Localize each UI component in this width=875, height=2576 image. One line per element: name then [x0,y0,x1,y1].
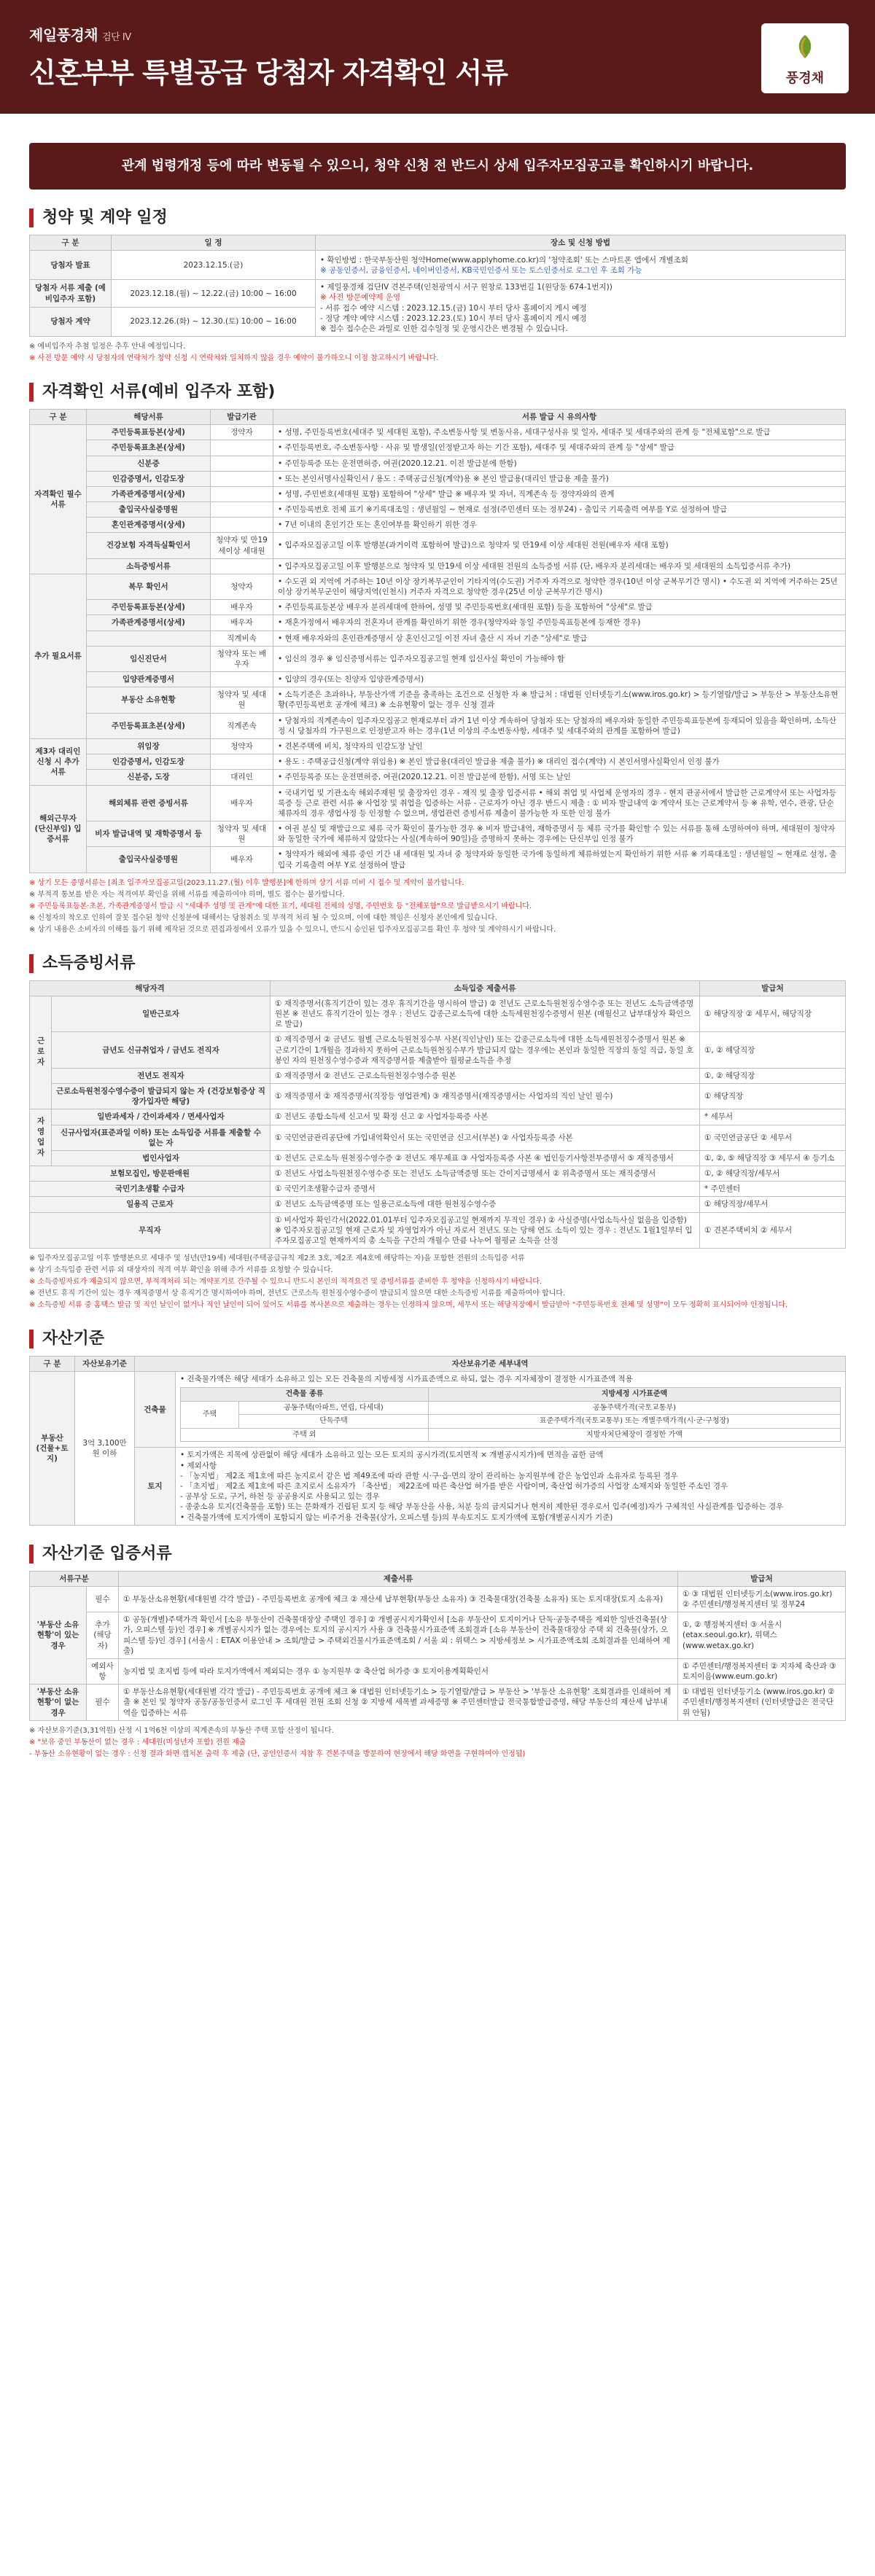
table-row [30,821,846,847]
income-issuer: ① 해당직장 [700,1084,846,1109]
land-line: - 종중소유 토지(건축물을 포함) 또는 문화재가 건립된 토지 등 해당 부동산을 사용, 처분 등의 금지되거나 현저히 제한된 경우로서 입주(예정)자가 구체적인 사실관계를 입증하는 경우 [180,1502,784,1512]
table-row [30,1109,846,1125]
method-line: ※ 접수 접수순은 과밀로 인한 검수일정 및 운영시간은 변경될 수 있습니다. [320,324,568,333]
asset-docs-sub: 필수 [87,1685,119,1721]
document-name: 신분증 [87,456,211,471]
issuance-note: • 입주자모집공고일 이후 발행분(과거이력 포함하여 발급)으로 청약자 및 만19세 이상 세대원 전원(배우자 세대 포함) [273,533,846,558]
document-name: 출입국사실증명원 [87,502,211,518]
table-row [30,1658,846,1684]
table-row [30,1032,846,1069]
table-header: 발급처 [700,980,846,996]
issuance-note: • 주민등록증 또는 운전면허증, 여권(2020.12.21. 이전 발급분에 한함) [273,456,846,471]
land-line: - 공부상 도로, 구거, 하천 등 공공용지로 사용되고 있는 경우 [180,1492,380,1502]
brand-name: 제일풍경채 [29,26,98,44]
issuer: 청약자 및 세대원 [211,821,273,847]
income-documents: ① 국민연금관리공단에 가입내역확인서 또는 국민연금 신고서(부본) ② 사업자등록증 사본 [271,1125,700,1150]
note: ※ 소득증빙자료가 제출되지 않으면, 부적격처리 되는 계약포기로 간주될 수 있으니 반드시 본인의 적격요건 및 증빙서류를 준비한 후 청약을 신청하시기 바랍니다. [29,1278,542,1287]
issuance-note: • 당첨자의 직계존속이 입주자모집공고 현재로부터 과거 1년 이상 계속하여 당첨자 또는 당첨자의 배우자와 동일한 주민등록표등본에 등재되어 있음을 확인하며, 소득산정 시 당첨자의 가구원으로 인정받고자 하는 경우(1년 이상의 주소변동사항, 세대주 및 세대주와의 관계를 포함하여 발급) [273,713,846,738]
income-documents: ① 국민기초생활수급자 증명서 [271,1182,700,1197]
asset-docs-sub: 예외사항 [87,1658,119,1684]
method-line: - 정당 계약 예약 시스템 : 2023.12.23.(토) 10시 부터 당사 홈페이지 게시 예정 [320,313,587,323]
issuer: 배우자 [211,785,273,821]
table-row [30,672,846,687]
issuance-note: • 청약자가 해외에 체류 중인 기간 내 세대원 및 자녀 중 청약자와 동일한 국가에 동일하게 체류하였는지 확인하기 위한 서류 ※ 기록대조일 : 생년월일 ~ 현재로 설정, 출입국 기록출력 여부 Y로 설정하여 발급 [273,847,846,873]
table-row [30,1612,846,1659]
document-name: 복무 확인서 [87,574,211,599]
table-header: 구 분 [30,1357,75,1372]
table-row [30,1084,846,1109]
table-cell: 주택 [181,1401,239,1428]
issuer: 청약자 및 세대원 [211,687,273,713]
income-issuer: ① 국민연금공단 ② 세무서 [700,1125,846,1150]
section-title: 자산기준 [29,1330,846,1349]
issuance-note: • 입양의 경우(또는 친양자 입양관계증명서) [273,672,846,687]
table-row [30,558,846,574]
header-banner [0,0,875,114]
issuer [211,518,273,533]
document-name: 건강보험 자격득실확인서 [87,533,211,558]
income-qualification: 전년도 전직자 [52,1068,271,1083]
income-issuer: ①, ②, ⑤ 해당직장 ③ 세무서 ④ 등기소 [700,1150,846,1166]
schedule-section [29,208,846,364]
income-issuer: * 세무서 [700,1109,846,1125]
asset-docs-documents: ① 부동산소유현황(세대원별 각각 발급) - 주민등록번호 공개에 체크 ※ 대법원 인터넷등기소 > 등기열람/발급 > 부동산 > '부동산 소유현황' 조회결과를 인쇄하여 제출 ※ 본인 및 청약자 공동/공동인증서 로그인 후 세대원 전원 조회 신청 ② 지방세 세목별 과세증명 ※ 주민센터발급 전국통합발급증명, 해당 부동산의 재산세 납부내역을 입증하는 서류 [119,1685,678,1721]
table-header: 소득입증 제출서류 [271,980,700,996]
income-issuer: * 주민센터 [700,1182,846,1197]
row-date: 2023.12.18.(월) ~ 12.22.(금) 10:00 ~ 16:00 [112,280,316,308]
income-documents: ① 비사업자 확인각서(2022.01.01부터 입주자모집공고일 현재까지 무직인 경우) ② 사실증명(사업소득사실 없음을 입증함) ※ 입주자모집공고일 현재 근로자 및 자영업자가 아닌 자로서 전년도 또는 당해 연도 소득이 있는 경우 : 전년도 1월1일부터 입주자모집공고일 현재까지의 총 소득을 구간의 개월수 만큼 나누어 월평균 소득을 산정 [271,1212,700,1249]
issuance-note: • 용도 : 주택공급신청(계약 위임용) ※ 본인 발급용(대리인 발급용 제출 불가) ※ 대리인 접수(계약) 시 본인서명사실확인서 인정 불가 [273,754,846,770]
asset-docs-table [29,1571,846,1721]
doc-check-section [29,383,846,935]
table-row [30,533,846,558]
note: ※ 상기 소득입증 관련 서류 외 대상자의 적격 여부 확인을 위해 추가 서류를 요청할 수 있습니다. [29,1266,333,1275]
document-name: 소득증빙서류 [87,558,211,574]
income-documents: ① 전년도 종합소득세 신고서 및 확정 신고 ② 사업자등록증 사본 [271,1109,700,1125]
page-title: 신혼부부 특별공급 당첨자 자격확인 서류 [29,57,508,89]
document-name: 신분증, 도장 [87,770,211,785]
income-group: 근로자 [30,996,52,1109]
table-row [30,1212,846,1249]
document-name: 주민등록표초본(상세) [87,440,211,456]
section-title: 자산기준 입증서류 [29,1545,846,1564]
issuance-note: • 성명, 주민번호(세대원 포함) 포함하여 "상세" 발급 ※ 배우자 및 자녀, 직계존속 등 정약자와의 관계 [273,486,846,501]
note: ※ 자산보유기준(3,31억원) 산정 시 1억6천 이상의 직계존속의 부동산 주택 포함 산정이 됩니다. [29,1726,334,1735]
table-row [30,713,846,738]
income-documents: ① 재직증명서(휴직기간이 있는 경우 휴직기간을 명시하여 발급) ② 전년도 근로소득원천징수영수증 또는 전년도 소득금액증명 원본 ※ 전년도 휴직기간이 있는 경우 : 전년도 갑종근로소득에 대한 소득세원천징수증명서 원본 (매월신고 납부대상자 확인으로 발급) [271,996,700,1032]
asset-docs-group: '부동산 소유현황'이 없는 경우 [30,1685,87,1721]
income-qualification: 국민기초생활 수급자 [30,1182,271,1197]
issuance-note: • 또는 본인서명사실확인서 / 용도 : 주택공급신청(계약)용 ※ 본인 발급용(대리인 발급용 제출 불가) [273,471,846,486]
table-header: 해당서류 [87,410,211,425]
building-detail [176,1372,846,1448]
row-method [316,251,846,280]
asset-section [29,1330,846,1526]
table-header: 발급기관 [211,410,273,425]
method-line: - 서류 접수 예약 시스템 : 2023.12.15.(금) 10시 부터 당사 홈페이지 게시 예정 [320,303,587,313]
issuance-note: • 주민등록번호 전체 표기 ※기록대조일 : 생년월일 ~ 현재로 설정(주민센터 또는 정부24) - 출입국 기록출력 여부를 Y로 설정하여 발급 [273,502,846,518]
table-row [30,754,846,770]
issuer: 청약자 또는 배우자 [211,646,273,671]
building-intro: • 건축물가액은 해당 세대가 소유하고 있는 모든 건축물의 지방세정 시가표준액으로 하되, 없는 경우 지자체장이 결정한 시가표준액 적용 [180,1375,633,1384]
note: ※ 입주자모집공고일 이후 발행분으로 세대주 및 성년(만19세) 세대원(주택공급규칙 제2조 3호, 제2조 제4호에 해당하는 자)을 포함한 전원의 소득입증 서류 [29,1254,525,1263]
land-label: 토지 [135,1448,176,1525]
document-name: 해외체류 관련 증빙서류 [87,785,211,821]
document-name: 주민등록표등본(상세) [87,425,211,440]
table-row [30,1182,846,1197]
table-row [30,440,846,456]
issuance-note: • 7년 이내의 혼인기간 또는 혼인여부를 확인하기 위한 경우 [273,518,846,533]
table-row [30,518,846,533]
asset-limit: 3억 3,100만원 이하 [75,1372,135,1525]
issuer [211,558,273,574]
table-row [30,471,846,486]
document-name: 입양관계증명서 [87,672,211,687]
row-label: 당첨자 발표 [30,251,112,280]
method-line: ※ 사전 방문예약제 운영 [320,293,401,303]
building-value-table [180,1387,841,1442]
issuance-note: • 국내기업 및 기관소속 해외주재원 및 출장자인 경우 - 재직 및 출장 입증서류 • 해외 취업 및 사업체 운영자의 경우 - 현지 관공서에서 발급한 근로계약서 또는 사업자등록증 등 근로 관련 서류 ※ 사업장 및 취업을 입증하는 서류 - 근로자가 아닌 경우 반드시 제출 : ① 비자 발급내역 ② 계약서 또는 근로계약서 등 ※ 유학, 연수, 관광, 단순체류자의 경우 생업사정 등 인정할 수 없으며, 생업관련 증빙서류 제출이 불가능한 자 또한 인정 불가 [273,785,846,821]
table-row [30,600,846,615]
income-documents: ① 재직증명서 ② 금년도 월별 근로소득원천징수부 사본(직인날인) 또는 갑종근로소득에 대한 소득세원천징수증명서 원본 ※ 근로기간이 1개월을 경과하지 못하여 근로소득원천징수부가 발급되지 않는 경우에는 본인과 동일한 직장의 동일 직급, 동일 호봉인 자의 원천징수영수증과 재직증명서를 제출받아 월평균소득을 추정 [271,1032,700,1069]
issuer [211,440,273,456]
income-issuer: ①, ② 해당직장/세무서 [700,1166,846,1182]
table-row [30,770,846,785]
issuer: 직계존속 [211,713,273,738]
method-line: • 제일풍경채 검단IV 견본주택(인천광역시 서구 원창로 133번길 1(원당동 674-1번지)) [320,283,612,292]
asset-docs-sub: 필수 [87,1586,119,1612]
row-label: 당첨자 서류 제출 (예비입주자 포함) [30,280,112,308]
income-documents: ① 재직증명서 ② 재직증명서(직장등 영업관계) ③ 재직증명서(재직증명서는 사업자의 직인 날인 필수) [271,1084,700,1109]
issuer: 배우자 [211,615,273,631]
income-issuer: ① 해당직장/세무서 [700,1197,846,1212]
income-qualification: 무직자 [30,1212,271,1249]
table-row [30,1068,846,1083]
table-header: 건축물 종류 [181,1388,429,1402]
table-row [30,1685,846,1721]
schedule-notes [29,341,846,364]
table-row [30,456,846,471]
logo [761,23,849,93]
issuer [211,456,273,471]
note: ※ 상기 내용은 소비자의 이해를 돕기 위해 제작된 것으로 편집과정에서 오류가 있을 수 있으니, 반드시 승인된 입주자모집공고를 확인 후 청약 및 계약하시기 바랍니다. [29,925,556,934]
land-line: - 「초지법」 제2조 제1호에 따른 초지로서 소유자가 「축산법」 제22조에 따른 축산업 허가를 받은 사람이며, 축산업 허가증의 사업장 소재지와 동일한 주소인 경우 [180,1482,728,1491]
income-qualification: 신규사업자(표준과일 이하) 또는 소득입증 서류를 제출할 수 없는 자 [52,1125,271,1150]
table-row [30,615,846,631]
method-line: ※ 공동인증서, 금융인증서, 네이버인증서, KB국민인증서 또는 토스인증서로 로그인 후 조회 가능 [320,265,642,275]
method-line: • 확인방법 : 한국부동산원 청약Home(www.applyhome.co.kr)의 '청약조회' 또는 스마트폰 앱에서 개별조회 [320,255,688,265]
asset-docs-documents: ① 부동산소유현황(세대원별 각각 발급) - 주민등록번호 공개에 체크 ② 재산세 납부현황(부동산 소유자) ③ 건축물대장(건축물 소유자) 또는 토지대장(토지 소유자) [119,1586,678,1612]
asset-docs-sub: 추가 (해당자) [87,1612,119,1659]
income-documents: ① 재직증명서 ② 전년도 근로소득원천징수영수증 원본 [271,1068,700,1083]
issuer [211,502,273,518]
table-row [30,996,846,1032]
income-qualification: 일반근로자 [52,996,271,1032]
asset-docs-group: '부동산 소유현황'이 있는 경우 [30,1586,87,1684]
table-header: 자산보유기준 세부내역 [135,1357,846,1372]
land-line: • 제외사항 [180,1461,217,1470]
income-notes [29,1253,846,1311]
building-label: 건축물 [135,1372,176,1448]
asset-docs-issuer: ①, ② 행정복지센터 ③ 서울시(etax.seoul.go.kr), 위택스(www.wetax.go.kr) [678,1612,846,1659]
income-qualification: 일용직 근로자 [30,1197,271,1212]
issuer: 대리인 [211,770,273,785]
table-header: 서류구분 [30,1571,119,1586]
issuer: 청약자 [211,738,273,754]
document-name: 주민등록표등본(상세) [87,600,211,615]
income-qualification: 근로소득원천징수영수증이 발급되지 않는 자 (건강보험증상 직장가입자만 해당) [52,1084,271,1109]
income-qualification: 보험모집인, 방문판매원 [30,1166,271,1182]
asset-docs-section [29,1545,846,1760]
issuance-note: • 재혼가정에서 배우자의 전혼자녀 관계를 확인하기 위한 경우(청약자와 동일 주민등록표등본에 등재한 경우) [273,615,846,631]
header-subtitle [29,23,846,44]
note: ※ 신청자의 착오로 인하여 잘못 접수된 청약 신청분에 대해서는 당첨취소 및 부적격 처리 될 수 있으며, 이에 대한 책임은 신청자 본인에게 있습니다. [29,913,497,922]
issuer: 배우자 [211,600,273,615]
issuance-note: • 주민등록증 또는 운전면허증, 여권(2020.12.21. 이전 발급분에 한함), 서명 또는 날인 [273,770,846,785]
issuance-note: • 임신의 경우 ※ 임신증명서류는 입주자모집공고일 현재 임신사실 확인이 가능해야 함 [273,646,846,671]
income-qualification: 법인사업자 [52,1150,271,1166]
document-name: 가족관계증명서(상세) [87,486,211,501]
document-name: 부동산 소유현황 [87,687,211,713]
document-name: 비자 발급내역 및 재학증명서 등 [87,821,211,847]
group-label: 제3자 대리인 신청 시 추가서류 [30,738,87,785]
table-header: 해당자격 [30,980,271,996]
table-row [30,1150,846,1166]
table-header: 발급처 [678,1571,846,1586]
income-table [29,980,846,1249]
issuance-note: • 견본주택에 비치, 청약자의 인감도장 날인 [273,738,846,754]
table-row [30,847,846,873]
table-row [30,486,846,501]
issuer: 청약자 및 만19세이상 세대원 [211,533,273,558]
brand-tag: 검단 IV [102,32,131,43]
section-title: 자격확인 서류(예비 입주자 포함) [29,383,846,402]
issuer: 직계비속 [211,631,273,646]
table-cell: 주택 외 [181,1428,429,1442]
table-header: 자산보유기준 [75,1357,135,1372]
issuance-note: • 수도권 외 지역에 거주하는 10년 이상 장기복무군인이 기타지역(수도권) 거주자 자격으로 청약한 경우(10년 이상 군복무기간 명시) • 수도권 외 지역에 거주하는 25년 이상 장기복무군인이 해당지역(인천시) 거주자 자격으로 청약한 경우(25년 이상 군복무기간 명시) [273,574,846,599]
issuance-note: • 주민등록표등본상 배우자 분리세대에 한하여, 성명 및 주민등록번호(세대원 포함) 등을 포함하여 "상세"로 발급 [273,600,846,615]
note: ※ 상기 모든 증명서류는 [최초 입주자모집공고일(2023.11.27.(월) 이후 발행분]에 한하며 상기 서류 미비 시 접수 및 계약이 불가합니다. [29,878,464,887]
row-date: 2023.12.15.(금) [112,251,316,280]
asset-docs-documents: 농지법 및 초지법 등에 따라 토지가액에서 제외되는 경우 ① 농지원부 ② 축산업 허가증 ③ 토지이용계획확인서 [119,1658,678,1684]
table-row [30,785,846,821]
table-row [30,1197,846,1212]
table-header: 서류 발급 시 유의사항 [273,410,846,425]
document-name: 위임장 [87,738,211,754]
note: ※ 전년도 휴직 기간이 있는 경우 재직증명서 상 휴직기간 명시하여야 하며, 전년도 근로소득 원천징수영수증이 발급되지 않으면 대한 소득증빙 서류를 제출하여야 합니다. [29,1289,566,1298]
note: ※ 소득증빙 서류 중 홈택스 발급 및 직인 날인이 없거나 직인 날인이 되어 있어도 서류를 복사본으로 제출하는 경우는 인정하지 않으며, 세무서 또는 해당직장에서 발급받아 "주민등록번호 전체 및 성명"이 모두 정확히 표시되어야 인정됩니다. [29,1301,788,1310]
table-header: 제출서류 [119,1571,678,1586]
income-documents: ① 전년도 근로소득 원천징수영수증 ② 전년도 재무제표 ③ 사업자등록증 사본 ④ 법인등기사항전부증명서 ⑤ 재직증명서 [271,1150,700,1166]
asset-docs-notes [29,1725,846,1760]
group-label: 자격확인 필수서류 [30,425,87,574]
note: ※ "보유 중인 부동산이 없는 경우 : 세대원(미성년자 포함) 전원 제출 [29,1738,246,1746]
issuance-note: • 소득기준은 초과하나, 부동산가액 기준을 충족하는 조건으로 신청한 자 ※ 발급처 : 대법원 인터넷등기소(www.iros.go.kr) > 등기열람/발급 > 부동산 > 부동산소유현황(주민등록번호 공개에 체크) ※ 소유현황이 없는 경우 신청 결과 [273,687,846,713]
land-line: • 토지가액은 지목에 상관없이 해당 세대가 소유하고 있는 모든 토지의 공시가격(토지면적 × 개별공시지가)에 면적을 곱한 금액 [180,1451,604,1460]
issuer: 배우자 [211,847,273,873]
table-header: 지방세정 시가표준액 [429,1388,841,1402]
section-title: 소득증빙서류 [29,954,846,973]
document-name: 주민등록표초본(상세) [87,713,211,738]
income-documents: ① 전년도 소득금액증명 또는 일용근로소득에 대한 원천징수영수증 [271,1197,700,1212]
table-row [30,1125,846,1150]
doc-check-notes [29,878,846,935]
land-line: • 건축물가액에 토지가액이 포함되지 않는 비주거용 건축물(상가, 오피스텔 등)의 부속토지도 토지가액에 포함(개별공시지가 기준) [180,1513,613,1522]
issuer: 청약자 [211,574,273,599]
table-row [30,738,846,754]
table-row [30,574,846,599]
note: ※ 예비입주자 추첨 일정은 추후 안내 예정입니다. [29,343,186,351]
asset-table [29,1356,846,1526]
asset-docs-documents: ① 공동(개별)주택가격 확인서 [소유 부동산이 건축물대장상 주택인 경우] ② 개별공시지가확인서 [소유 부동산이 토지이거나 단독·공동주택을 제외한 일반건축물(상가, 오피스텔 등)인 경우] ※ 개별공시지가 없는 경우에는 토지의 공시지가 사용 ③ 건축물시가표준액 조회결과 [소유 부동산이 건축물대장상 주택 외 건축물(상가, 오피스텔 등)인 경우] (서울시 : ETAX 이용안내 > 조회/발급 > 주택외건물시가표준액조회 / 서울 외 : 위택스 > 지방세정보 > 시가표준액조회 조회결과를 인쇄하여 제출) [119,1612,678,1659]
issuance-note: • 주민등록번호, 주소변동사항 · 사유 및 발생일(인정받고자 하는 기간 포함), 세대주 및 세대주와의 관계 등 "상세" 발급 [273,440,846,456]
issuer [211,471,273,486]
row-date: 2023.12.26.(화) ~ 12.30.(토) 10:00 ~ 16:00 [112,308,316,337]
table-header: 장소 및 신청 방법 [316,235,846,251]
note: ※ 사전 방문 예약 시 당첨자의 연락처가 청약 신청 시 연락처와 일치하지 않을 경우 예약이 불가하오니 이점 참고하시기 바랍니다. [29,354,439,363]
income-issuer: ①, ② 해당직장 [700,1068,846,1083]
table-row [30,425,846,440]
issuer [211,754,273,770]
income-issuer: ① 해당직장 ② 세무서, 해당직장 [700,996,846,1032]
note: ※ 주민등록표등본·초본, 가족관계증명서 발급 시 "세대주 성명 및 관계"에 대한 표기, 세대원 전체의 성명, 주민번호 등 "전체포함"으로 발급받으시기 바랍니다. [29,902,532,910]
issuance-note: • 여권 분실 및 재발급으로 체류 국가 확인이 불가능한 경우 ※ 비자 발급내역, 재학증명서 등 체류 국가를 확인할 수 있는 서류를 통해 소명하여야 하며, 세대원이 청약자와 동일한 국가에 체류하지 않았다는 사실(계속하여 90일)을 증명하지 못하는 경우에는 단신부임 인정 불가 [273,821,846,847]
land-detail [176,1448,846,1525]
note: - 부동산 소유현황이 없는 경우 : 신청 결과 화면 캡처본 출력 후 제출 (단, 공인인증서 지참 후 견본주택을 방문하여 현장에서 해당 화면을 구현하여야 인정됨) [29,1749,526,1758]
note: ※ 부적격 통보를 받은 자는 적격여부 확인을 위해 서류를 제출하여야 하며, 별도 접수는 불가합니다. [29,890,345,899]
table-row [30,502,846,518]
table-row [30,631,846,646]
income-group: 자영업자 [30,1109,52,1166]
table-cell: 표준주택가격(국토교통부) 또는 개별주택가격(시·군·구청장) [429,1415,841,1429]
asset-docs-issuer: ① 대법원 인터넷등기소 (www.iros.go.kr) ② 주민센터/행정복지센터 (인터넷발급은 전국단위 안됨) [678,1685,846,1721]
table-row [30,687,846,713]
table-header: 구 분 [30,235,112,251]
income-qualification: 일반과세자 / 간이과세자 / 면세사업자 [52,1109,271,1125]
income-issuer: ① 견본주택비치 ② 세무서 [700,1212,846,1249]
issuer [211,672,273,687]
logo-text: 풍경채 [785,71,825,86]
doc-check-table [29,409,846,873]
document-name: 혼인관계증명서(상세) [87,518,211,533]
table-header: 일 정 [112,235,316,251]
notice-banner: 관계 법령개정 등에 따라 변동될 수 있으니, 청약 신청 전 반드시 상세 입주자모집공고를 확인하시기 바랍니다. [29,143,846,190]
income-documents: ① 전년도 사업소득원천징수영수증 또는 전년도 소득금액증명 또는 간이지급명세서 ② 위촉증명서 또는 재직증명서 [271,1166,700,1182]
leaf-logo-icon [790,32,820,61]
table-cell: 지방자치단체장이 결정한 가액 [429,1428,841,1442]
table-cell: 공동주택(아파트, 연립, 다세대) [239,1401,429,1415]
document-name: 임신진단서 [87,646,211,671]
group-label: 추가 필요서류 [30,574,87,738]
document-name: 인감증명서, 인감도장 [87,471,211,486]
income-qualification: 금년도 신규취업자 / 금년도 전직자 [52,1032,271,1069]
table-row [30,1586,846,1612]
table-header: 구 분 [30,410,87,425]
document-name: 출입국사실증명원 [87,847,211,873]
asset-category: 부동산 (건물+토지) [30,1372,75,1525]
table-row [30,1166,846,1182]
table-cell: 단독주택 [239,1415,429,1429]
group-label: 해외근무자 (단신부임) 입증서류 [30,785,87,873]
income-issuer: ①, ② 해당직장 [700,1032,846,1069]
table-row [30,646,846,671]
asset-docs-issuer: ① ③ 대법원 인터넷등기소(www.iros.go.kr) ② 주민센터/행정복지센터 및 정부24 [678,1586,846,1612]
schedule-table [29,235,846,337]
issuer [211,486,273,501]
row-method [316,280,846,337]
table-cell: 공동주택가격(국토교통부) [429,1401,841,1415]
land-line: - 「농지법」 제2조 제1호에 따른 농지로서 같은 법 제49조에 따라 관할 시·구·읍·면의 장이 관리하는 농지원부에 같은 농업인과 소유자로 등록된 경우 [180,1471,678,1480]
issuance-note: • 입주자모집공고일 이후 발행분으로 청약자 및 만19세 이상 세대원 전원의 소득증빙 서류 (단, 배우자 분리세대는 배우자 및 세대원의 소득입증서류 추가) [273,558,846,574]
issuance-note: • 현재 배우자와의 혼인관계증명서 상 혼인신고일 이전 자녀 출산 시 자녀 기준 "상세"로 발급 [273,631,846,646]
asset-docs-issuer: ① 주민센터/행정복지센터 ② 지자체 축산과 ③ 토지이음(www.eum.go.kr) [678,1658,846,1684]
document-name: 인감증명서, 인감도장 [87,754,211,770]
income-section [29,954,846,1311]
document-name: 가족관계증명서(상세) [87,615,211,631]
section-title: 청약 및 계약 일정 [29,208,846,227]
issuance-note: • 성명, 주민등록번호(세대주 및 세대원 포함), 주소변동사항 및 변동사유, 세대구성사유 및 일자, 세대주 및 세대주와의 관계 등 "전체포함"으로 발급 [273,425,846,440]
row-label: 당첨자 계약 [30,308,112,337]
document-name [87,631,211,646]
issuer: 정약자 [211,425,273,440]
